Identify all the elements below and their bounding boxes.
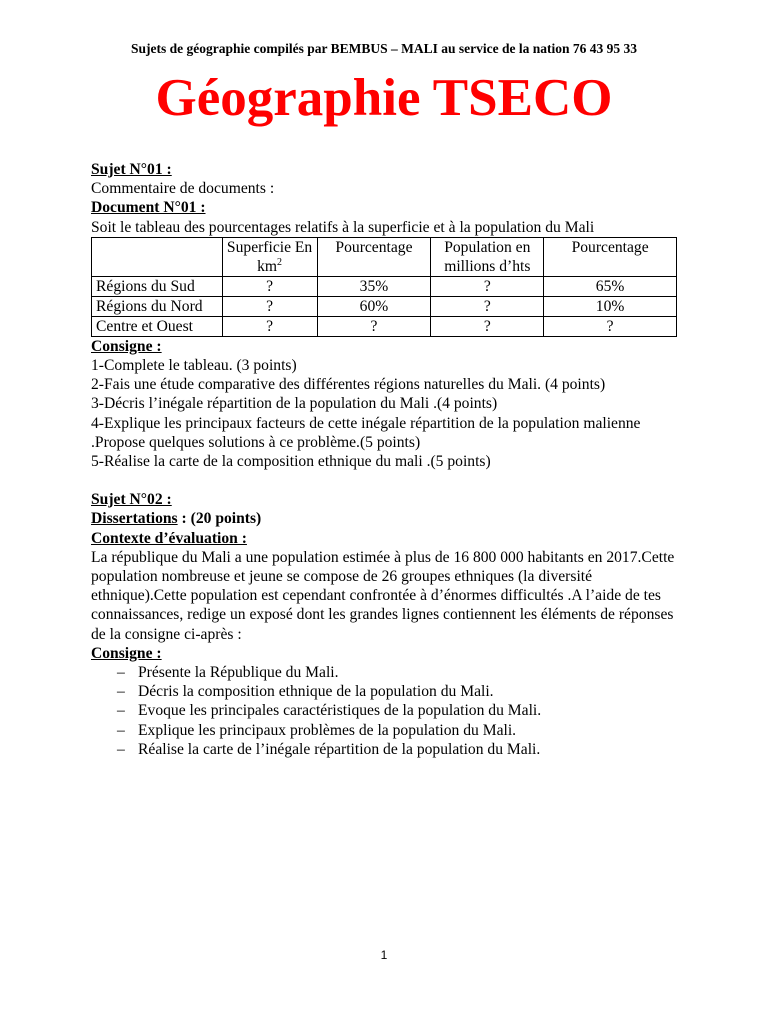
table-header-cell: Population en millions d’hts — [431, 237, 544, 276]
consigne-item: 2-Fais une étude comparative des différentes régions naturelles du Mali. (4 points) — [91, 376, 606, 394]
document1-heading: Document N°01 : — [91, 199, 206, 217]
dash-bullet: – — [117, 721, 125, 739]
table-header-row — [92, 237, 677, 276]
table-cell: Régions du Nord — [92, 296, 223, 316]
dash-bullet: – — [117, 740, 125, 758]
dash-bullet: – — [117, 683, 125, 701]
list-item: – Réalise la carte de l’inégale répartition de la population du Mali. — [117, 740, 541, 758]
dissertations-label: Dissertations — [91, 510, 178, 528]
dissertations-line — [91, 509, 691, 528]
table-cell: 35% — [317, 276, 431, 296]
sujet1-heading: Sujet N°01 : — [91, 161, 172, 178]
consigne-item: 3-Décris l’inégale répartition de la population du Mali .(4 points) — [91, 395, 498, 413]
table-header-cell — [92, 237, 223, 276]
table-cell: 60% — [317, 296, 431, 316]
table-row — [92, 276, 677, 296]
list-item: – Explique les principaux problèmes de la population du Mali. — [117, 721, 517, 739]
document-body — [91, 160, 691, 759]
consigne-item: 1-Complete le tableau. (3 points) — [91, 357, 297, 375]
table-header-cell: Pourcentage — [317, 237, 431, 276]
dash-bullet: – — [117, 664, 125, 682]
data-table — [91, 237, 677, 337]
sujet2-consigne-heading: Consigne : — [91, 644, 162, 662]
sujet2-heading: Sujet N°02 : — [91, 491, 172, 509]
table-cell: ? — [222, 276, 317, 296]
table-cell: Régions du Sud — [92, 276, 223, 296]
table-cell: 10% — [544, 296, 677, 316]
table-cell: ? — [544, 316, 677, 336]
table-cell: ? — [222, 296, 317, 316]
list-item: – Présente la République du Mali. — [117, 664, 339, 682]
table-cell: Centre et Ouest — [92, 316, 223, 336]
table-row — [92, 296, 677, 316]
contexte-text: La république du Mali a une population estimée à plus de 16 800 000 habitants en 2017.Cette population nombreuse et jeune se compose de 26 groupes ethniques (la diversité ethnique).Cette population est cependant confrontée à d’énormes difficultés .A l’aide de tes connaissances, redige un exposé dont les grandes lignes contiennent les éléments de réponses de la consigne ci-après : — [91, 548, 675, 643]
consigne-item: 5-Réalise la carte de la composition ethnique du mali .(5 points) — [91, 453, 491, 471]
table-cell: ? — [431, 276, 544, 296]
table-header-cell: Superficie En $km^2$ — [222, 237, 317, 276]
dash-bullet: – — [117, 702, 125, 720]
page-header: Sujets de géographie compilés par BEMBUS – MALI au service de la nation 76 43 95 33 — [131, 41, 637, 56]
table-cell: ? — [222, 316, 317, 336]
spacer — [91, 471, 691, 490]
list-item: – Evoque les principales caractéristiques de la population du Mali. — [117, 702, 542, 720]
table-cell: 65% — [544, 276, 677, 296]
sujet1-consigne-heading: Consigne : — [91, 337, 162, 355]
table-cell: ? — [317, 316, 431, 336]
sujet2-consigne-list — [91, 663, 691, 759]
table-row — [92, 316, 677, 336]
table-cell: ? — [431, 316, 544, 336]
document1-caption: Soit le tableau des pourcentages relatifs à la superficie et à la population du Mali — [91, 218, 595, 236]
page-number: 1 — [380, 948, 388, 962]
contexte-heading: Contexte d’évaluation : — [91, 529, 247, 547]
table-cell: ? — [431, 296, 544, 316]
table-header-cell: Pourcentage — [544, 237, 677, 276]
consigne-item: 4-Explique les principaux facteurs de cette inégale répartition de la population malienne .Propose quelques solutions à ce problème.(5 points) — [91, 414, 641, 451]
dissertations-points: : (20 points) — [177, 510, 262, 528]
sujet1-intro: Commentaire de documents : — [91, 180, 275, 198]
list-item: – Décris la composition ethnique de la population du Mali. — [117, 683, 494, 701]
page-title: Géographie TSECO — [155, 69, 613, 127]
